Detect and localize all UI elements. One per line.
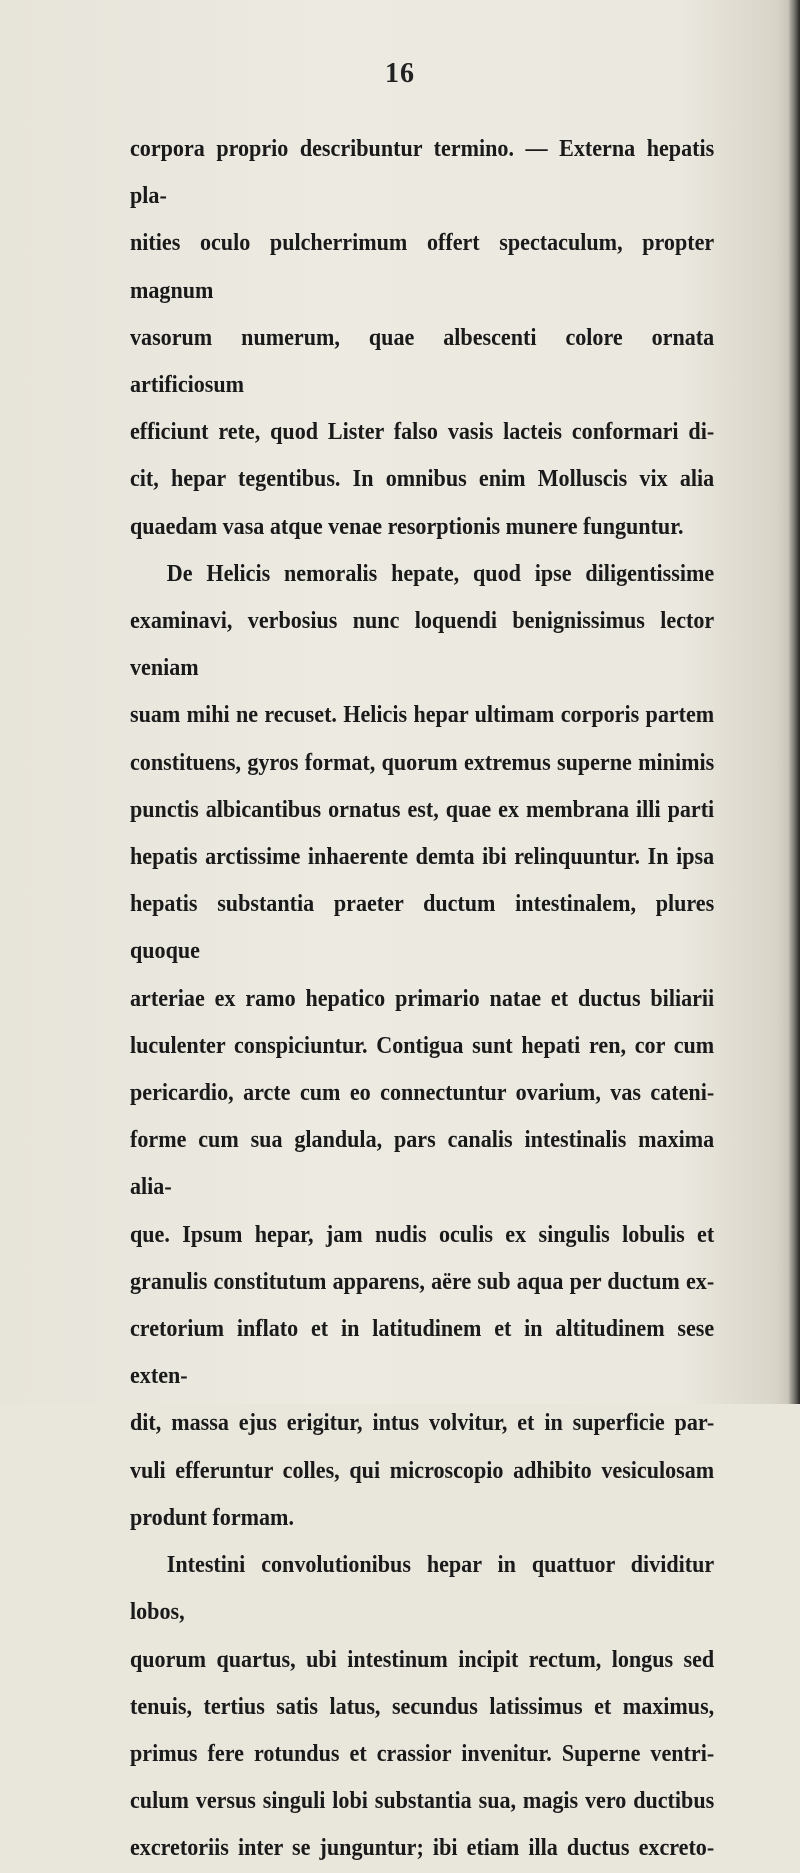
text-line: constituens, gyros format, quorum extremus superne minimis [130, 749, 715, 776]
text-line: nities oculo pulcherrimum offert spectaculum, propter magnum [130, 230, 715, 304]
text-line: hepatis substantia praeter ductum intestinalem, plures quoque [130, 891, 715, 965]
text-line: granulis constitutum apparens, aëre sub aqua per ductum ex- [130, 1268, 715, 1295]
text-line: cretorium inflato et in latitudinem et in altitudinem sese exten- [130, 1316, 715, 1390]
text-line: pericardio, arcte cum eo connectuntur ovarium, vas cateni- [130, 1080, 715, 1107]
text-line: vuli efferuntur colles, qui microscopio adhibito vesiculosam [130, 1457, 715, 1484]
text-line: hepatis arctissime inhaerente demta ibi relinquuntur. In ipsa [130, 844, 715, 871]
text-line: efficiunt rete, quod Lister falso vasis lacteis conformari di- [130, 419, 715, 446]
text-line: que. Ipsum hepar, jam nudis oculis ex singulis lobulis et [130, 1221, 715, 1248]
text-line: punctis albicantibus ornatus est, quae ex membrana illi parti [130, 796, 715, 823]
text-line: Intestini convolutionibus hepar in quattuor dividitur lobos, [130, 1552, 715, 1626]
text-line: corpora proprio describuntur termino. — Externa hepatis pla- [130, 136, 715, 210]
page-number: 16 [385, 58, 415, 89]
paragraph-2 [130, 551, 714, 1542]
paragraph-1 [130, 126, 714, 551]
page-edge-shadow [788, 0, 800, 1404]
text-line: cit, hepar tegentibus. In omnibus enim Molluscis vix alia [130, 466, 715, 493]
text-line: luculenter conspiciuntur. Contigua sunt hepati ren, cor cum [130, 1032, 715, 1059]
text-line: excretoriis inter se junguntur; ibi etiam illa ductus excreto- [130, 1835, 715, 1862]
text-line: culum versus singuli lobi substantia sua, magis vero ductibus [130, 1788, 715, 1815]
text-line: examinavi, verbosius nunc loquendi benignissimus lector veniam [130, 608, 715, 682]
text-line: quaedam vasa atque venae resorptionis munere funguntur. [130, 513, 684, 540]
text-line: quorum quartus, ubi intestinum incipit rectum, longus sed [130, 1646, 715, 1673]
body-text [130, 126, 714, 1873]
text-line: forme cum sua glandula, pars canalis intestinalis maxima alia- [130, 1127, 715, 1201]
text-line: produnt formam. [130, 1504, 294, 1531]
text-line: vasorum numerum, quae albescenti colore ornata artificiosum [130, 324, 715, 399]
text-line: tenuis, tertius satis latus, secundus latissimus et maximus, [130, 1693, 715, 1720]
text-line: arteriae ex ramo hepatico primario natae et ductus biliarii [130, 985, 715, 1012]
text-line: De Helicis nemoralis hepate, quod ipse diligentissime [166, 560, 715, 587]
text-line: primus fere rotundus et crassior invenitur. Superne ventri- [130, 1740, 715, 1767]
paragraph-3 [130, 1542, 714, 1872]
text-line: suam mihi ne recuset. Helicis hepar ultimam corporis partem [130, 702, 715, 729]
text-line: dit, massa ejus erigitur, intus volvitur, et in superficie par- [130, 1410, 715, 1437]
